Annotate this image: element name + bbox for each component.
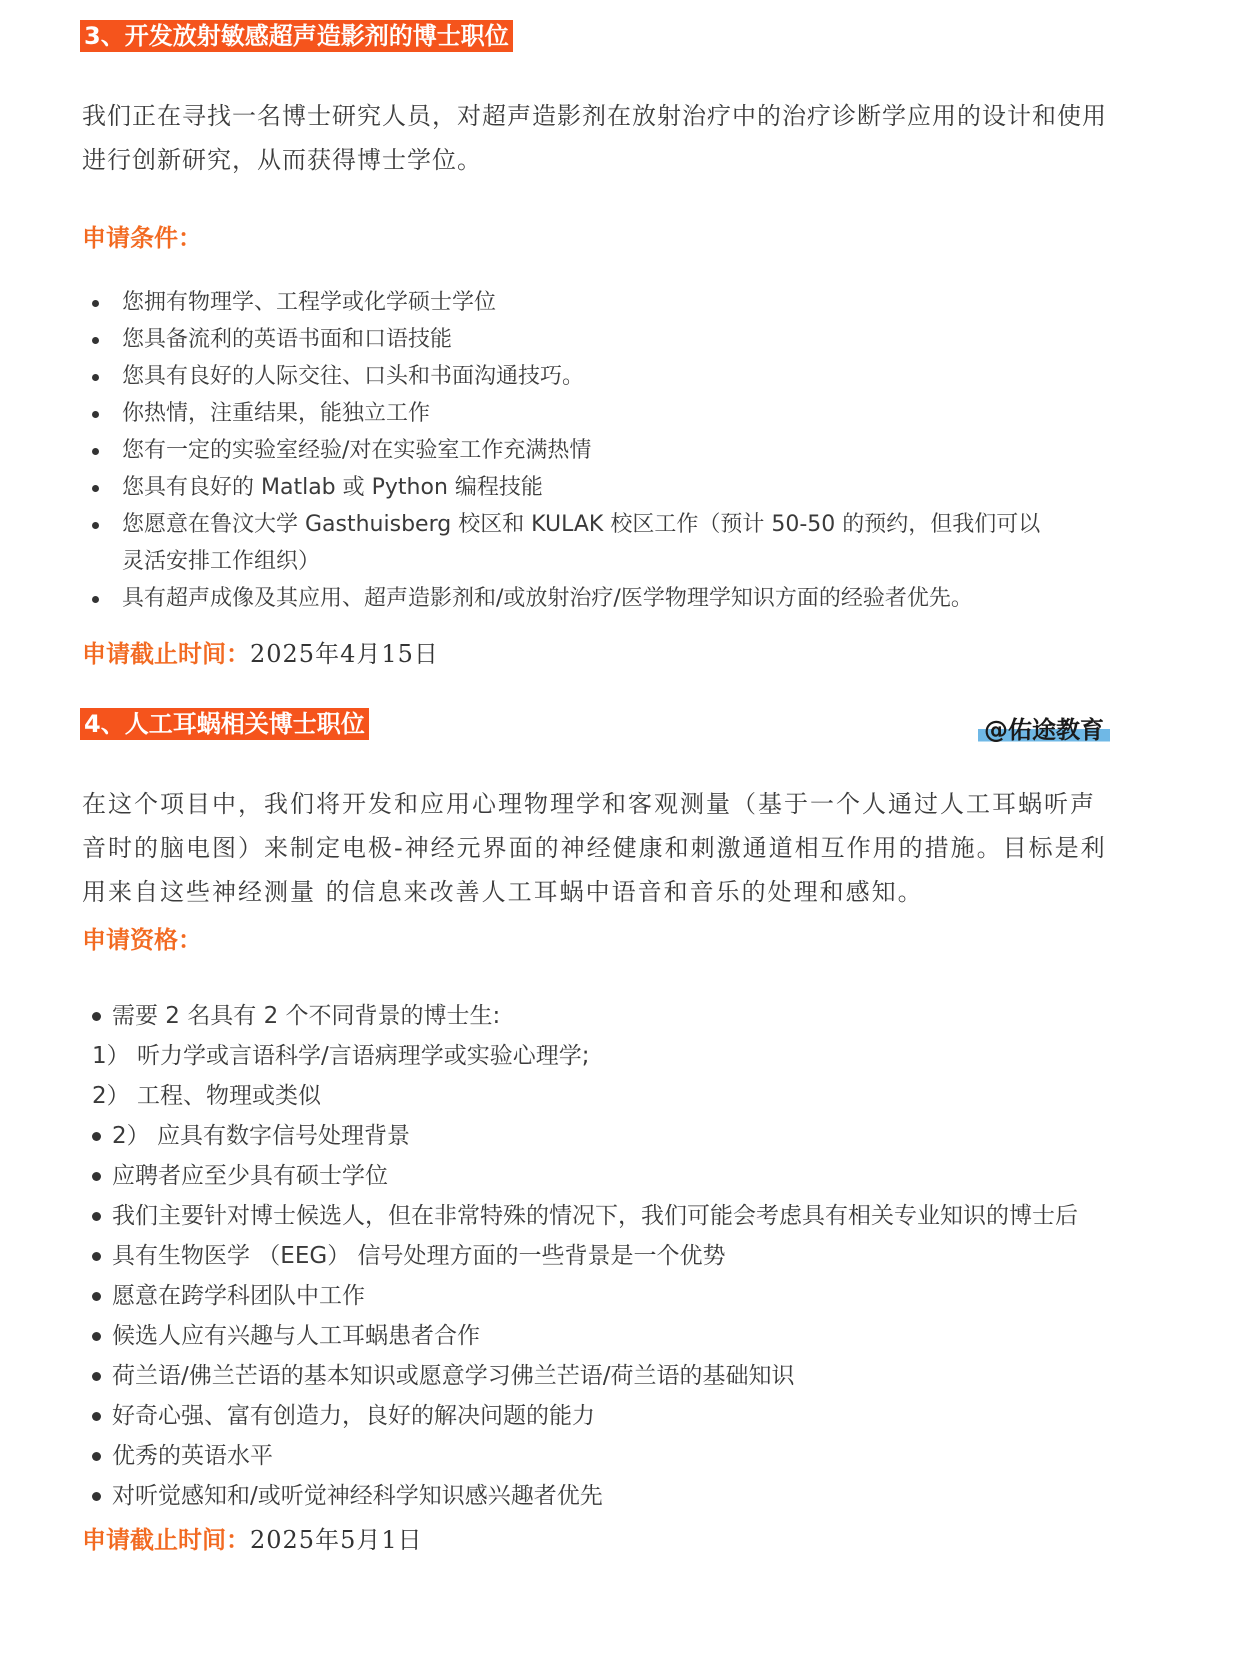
list-item: 2） 应具有数字信号处理背景 (92, 1116, 1132, 1156)
list-item: 你热情，注重结果，能独立工作 (82, 395, 1052, 432)
list-item: 您具有良好的 Matlab 或 Python 编程技能 (82, 469, 1052, 506)
list-item: 愿意在跨学科团队中工作 (92, 1276, 1132, 1316)
list-item: 优秀的英语水平 (92, 1436, 1132, 1476)
list-item: 您具有良好的人际交往、口头和书面沟通技巧。 (82, 358, 1052, 395)
list-item: 您有一定的实验室经验/对在实验室工作充满热情 (82, 432, 1052, 469)
list-item: 您拥有物理学、工程学或化学硕士学位 (82, 284, 1052, 321)
list-item: 具有超声成像及其应用、超声造影剂和/或放射治疗/医学物理学知识方面的经验者优先。 (82, 580, 1052, 617)
list-item: 您具备流利的英语书面和口语技能 (82, 321, 1052, 358)
section3-req-label: 申请条件： (82, 224, 202, 252)
section3-deadline-label: 申请截止时间： (82, 640, 250, 668)
section4-heading: 4、人工耳蜗相关博士职位 (80, 708, 369, 740)
list-item: 需要 2 名具有 2 个不同背景的博士生: (92, 996, 1132, 1036)
section3-heading: 3、开发放射敏感超声造影剂的博士职位 (80, 20, 513, 52)
list-item: 具有生物医学 （EEG） 信号处理方面的一些背景是一个优势 (92, 1236, 1132, 1276)
list-item: 我们主要针对博士候选人，但在非常特殊的情况下，我们可能会考虑具有相关专业知识的博士后 (92, 1196, 1132, 1236)
section3-requirements-list (82, 284, 1052, 617)
section4-intro: 在这个项目中，我们将开发和应用心理物理学和客观测量（基于一个人通过人工耳蜗听声音时的脑电图）来制定电极-神经元界面的神经健康和刺激通道相互作用的措施。目标是利用来自这些神经测量 的信息来改善人工耳蜗中语音和音乐的处理和感知。 (82, 790, 1107, 906)
list-item: 您愿意在鲁汶大学 Gasthuisberg 校区和 KULAK 校区工作（预计 50-50 的预约，但我们可以灵活安排工作组织） (82, 506, 1052, 580)
list-item: 对听觉感知和/或听觉神经科学知识感兴趣者优先 (92, 1476, 1132, 1516)
section3-deadline (82, 634, 439, 669)
section4-deadline (82, 1520, 423, 1555)
list-item: 候选人应有兴趣与人工耳蜗患者合作 (92, 1316, 1132, 1356)
list-item: 1） 听力学或言语科学/言语病理学或实验心理学; (92, 1043, 590, 1069)
section4-req-label: 申请资格： (82, 926, 202, 954)
section4-deadline-value: 2025年5月1日 (250, 1526, 423, 1554)
list-item: 应聘者应至少具有硕士学位 (92, 1156, 1132, 1196)
section4-deadline-label: 申请截止时间： (82, 1526, 250, 1554)
section3-deadline-value: 2025年4月15日 (250, 640, 439, 668)
section3-intro: 我们正在寻找一名博士研究人员，对超声造影剂在放射治疗中的治疗诊断学应用的设计和使用进行创新研究，从而获得博士学位。 (82, 102, 1107, 174)
list-item: 荷兰语/佛兰芒语的基本知识或愿意学习佛兰芒语/荷兰语的基础知识 (92, 1356, 1132, 1396)
section4-requirements-list (92, 996, 1132, 1516)
list-item: 好奇心强、富有创造力，良好的解决问题的能力 (92, 1396, 1132, 1436)
list-item: 2） 工程、物理或类似 (92, 1083, 321, 1109)
watermark: @佑途教育 (978, 710, 1110, 745)
